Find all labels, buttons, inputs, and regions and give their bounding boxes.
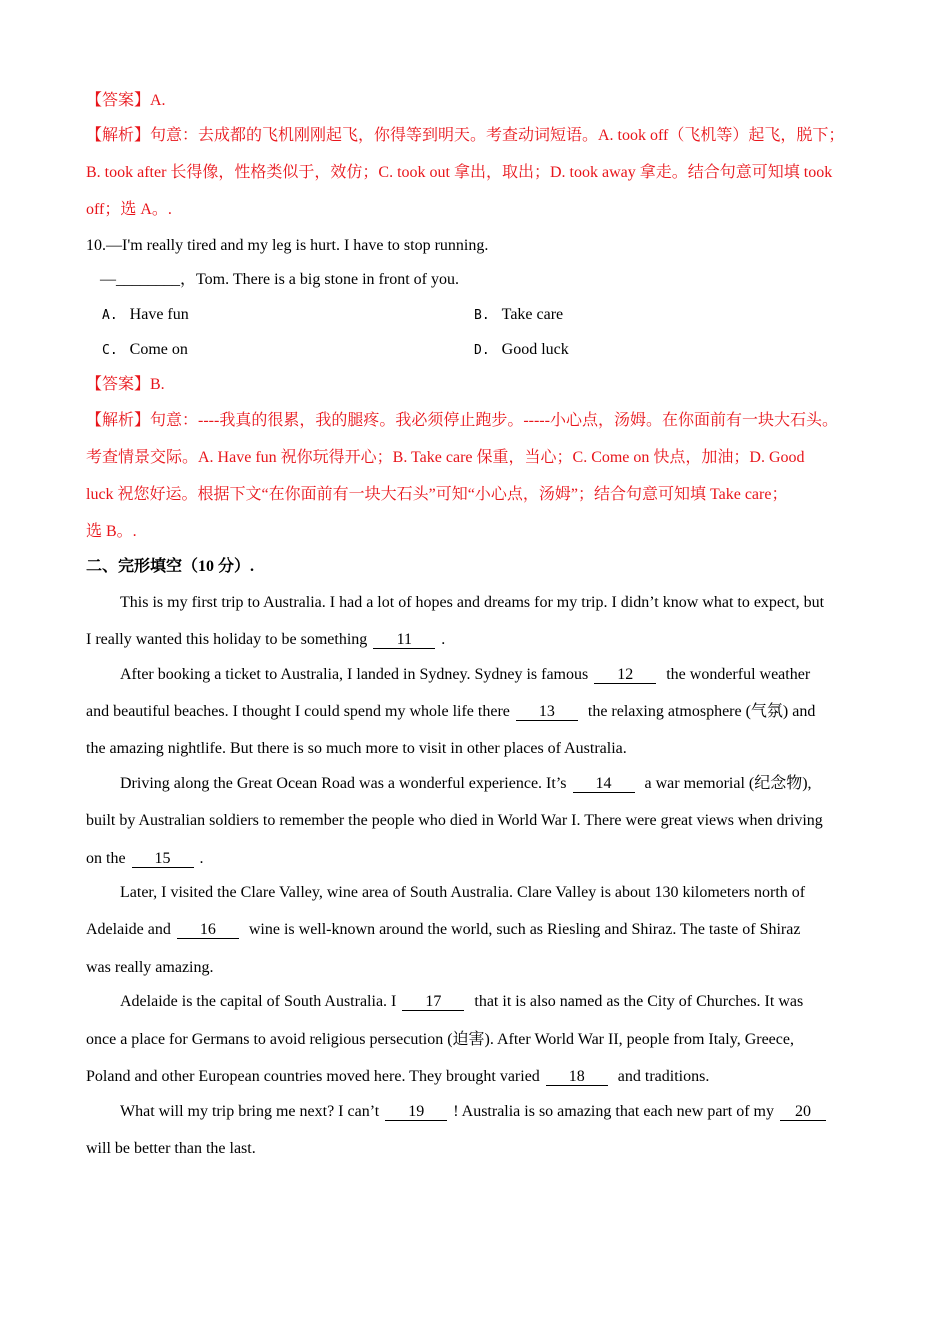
blank-14: 14 (573, 776, 635, 793)
blank-18: 18 (546, 1069, 608, 1086)
option-letter: B. (474, 308, 490, 323)
option-text: Take care (501, 306, 564, 323)
blank-19: 19 (385, 1104, 447, 1121)
passage-line (86, 920, 800, 940)
q10-stem: 10.—I'm really tired and my leg is hurt. I have to stop running. (86, 237, 489, 254)
q10-option-a (102, 305, 189, 326)
option-letter: A. (102, 308, 118, 323)
passage-text: the wonderful weather (666, 666, 811, 683)
q9-answer: 【答案】A. (86, 92, 166, 109)
passage-text: After booking a ticket to Australia, I landed in Sydney. Sydney is famous (120, 666, 589, 683)
passage-text: What will my trip bring me next? I can’t (120, 1103, 380, 1120)
passage-line: the amazing nightlife. But there is so much more to visit in other places of Australia. (86, 740, 627, 757)
passage-line (120, 992, 803, 1012)
passage-text: a war memorial (纪念物), (644, 775, 812, 792)
passage-text: the relaxing atmosphere (气氛) and (587, 703, 816, 720)
section-title: 二、完形填空（10 分）. (86, 558, 255, 575)
option-text: Have fun (129, 306, 189, 323)
q9-analysis-line-1: 【解析】句意：去成都的飞机刚刚起飞，你得等到明天。考查动词短语。A. took off（飞机等）起飞，脱下； (86, 127, 845, 144)
passage-line (86, 1067, 709, 1087)
q10-option-d (474, 340, 569, 361)
passage-line (86, 702, 815, 722)
blank-12: 12 (594, 667, 656, 684)
passage-line: was really amazing. (86, 959, 214, 976)
q10-analysis-line-1: 【解析】句意：----我真的很累，我的腿疼。我必须停止跑步。-----小心点，汤姆。在你面前有一块大石头。 (86, 412, 838, 429)
q10-analysis-line-3: luck 祝您好运。根据下文“在你面前有一块大石头”可知“小心点，汤姆”；结合句意可知填 Take care； (86, 486, 788, 503)
blank-13: 13 (516, 704, 578, 721)
q10-analysis-line-2: 考查情景交际。A. Have fun 祝你玩得开心；B. Take care 保重，当心；C. Come on 快点，加油；D. Good (86, 449, 805, 466)
passage-text: I really wanted this holiday to be something (86, 631, 368, 648)
q10-option-c (102, 340, 188, 361)
option-text: Good luck (501, 341, 569, 358)
passage-line: Later, I visited the Clare Valley, wine area of South Australia. Clare Valley is about 130 kilometers north of (120, 884, 806, 901)
passage-line (120, 1102, 832, 1122)
q10-analysis-line-4: 选 B。. (86, 523, 137, 540)
passage-line (120, 665, 810, 685)
passage-line: on the 15 . (86, 850, 204, 867)
passage-text: and traditions. (617, 1068, 710, 1085)
passage-text: wine is well-known around the world, such as Riesling and Shiraz. The taste of Shiraz (248, 921, 801, 938)
passage-text: Adelaide is the capital of South Australia. I (120, 993, 397, 1010)
passage-text: that it is also named as the City of Churches. It was (474, 993, 804, 1010)
option-text: Come on (129, 341, 188, 358)
blank-15: 15 (132, 851, 194, 868)
option-letter: D. (474, 343, 490, 358)
passage-line: I really wanted this holiday to be something 11 . (86, 631, 446, 648)
q10-answer: 【答案】B. (86, 376, 165, 393)
blank-20: 20 (780, 1104, 826, 1121)
blank-17: 17 (402, 994, 464, 1011)
passage-line: This is my first trip to Australia. I had a lot of hopes and dreams for my trip. I didn’t know what to expect, but (120, 594, 825, 611)
option-letter: C. (102, 343, 118, 358)
passage-line: once a place for Germans to avoid religious persecution (迫害). After World War II, people from Italy, Greece, (86, 1031, 794, 1048)
passage-text: on the (86, 850, 126, 867)
q9-analysis-line-2: B. took after 长得像，性格类似于，效仿；C. took out 拿出，取出；D. took away 拿走。结合句意可知填 took (86, 164, 833, 181)
q10-option-b (474, 305, 563, 326)
passage-line: built by Australian soldiers to remember the people who died in World War I. There were great views when driving (86, 812, 823, 829)
passage-text: ! Australia is so amazing that each new part of my (453, 1103, 774, 1120)
passage-text: and beautiful beaches. I thought I could spend my whole life there (86, 703, 510, 720)
passage-text: Driving along the Great Ocean Road was a wonderful experience. It’s (120, 775, 567, 792)
passage-text: Adelaide and (86, 921, 171, 938)
q10-stem-2: —________，Tom. There is a big stone in front of you. (100, 271, 459, 288)
blank-16: 16 (177, 922, 239, 939)
passage-line: will be better than the last. (86, 1140, 256, 1157)
passage-text: Poland and other European countries moved here. They brought varied (86, 1068, 540, 1085)
passage-line (120, 774, 812, 794)
q9-analysis-line-3: off；选 A。. (86, 201, 172, 218)
blank-11: 11 (373, 632, 435, 649)
